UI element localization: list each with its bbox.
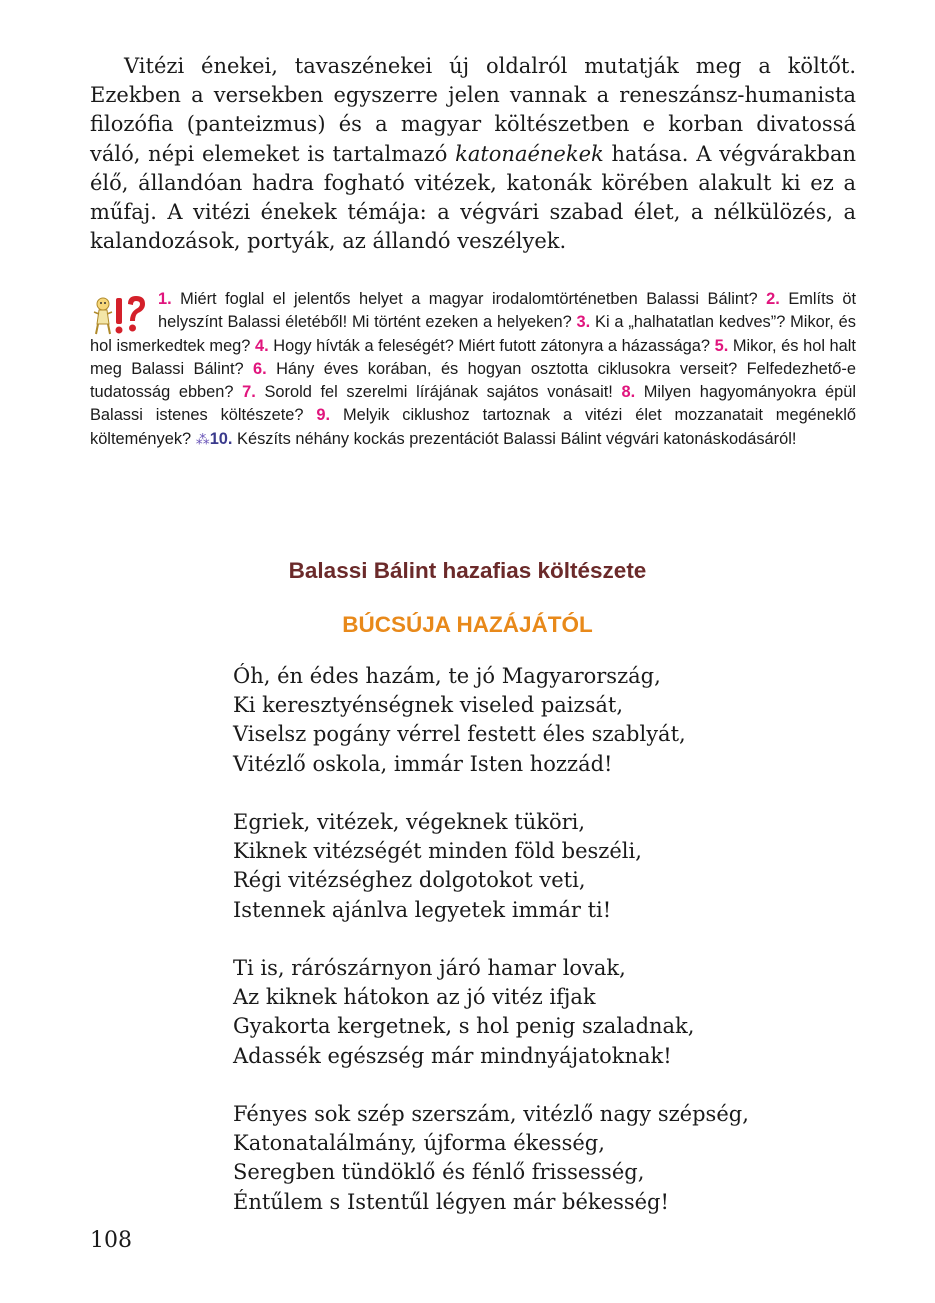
page-number: 108 bbox=[90, 1228, 132, 1253]
question-item-7: 7. Sorold fel szerelmi lírájának sajátos vonásait! bbox=[242, 383, 622, 402]
poem-line: Katonatalálmány, újforma ékesség, bbox=[233, 1131, 605, 1156]
poem-line: Fényes sok szép szerszám, vitézlő nagy szépség, bbox=[233, 1102, 749, 1126]
poem-body bbox=[233, 662, 749, 1246]
question-item-4: 4. Hogy hívták a feleségét? Miért futott zátonyra a házassága? bbox=[255, 336, 715, 355]
question-item-1: 1. Miért foglal el jelentős helyet a magyar irodalomtörténetben Balassi Bálint? bbox=[158, 290, 767, 308]
intro-emphasis: katonaénekek bbox=[455, 141, 604, 166]
question-item-9: 9. Melyik ciklushoz tartoznak a vitézi élet mozzanatait megéneklő költemények? bbox=[90, 406, 856, 448]
question-item-5: 5. Mikor, és hol halt meg Balassi Bálint? bbox=[90, 336, 856, 378]
poem-title: BÚCSÚJA HAZÁJÁTÓL bbox=[342, 612, 593, 637]
poem-stanza-1 bbox=[233, 662, 749, 779]
poem-line: Adassék egészség már mindnyájatoknak! bbox=[233, 1043, 672, 1068]
question-item-10: ⁂10. Készíts néhány kockás prezentációt Balassi Bálint végvári katonáskodásáról! bbox=[195, 429, 797, 448]
question-item-3: 3. Ki a „halhatatlan kedves”? Mikor, és hol ismerkedtek meg? bbox=[90, 313, 856, 355]
poem-stanza-2 bbox=[233, 808, 749, 925]
poem-line: Gyakorta kergetnek, s hol penig szaladnak, bbox=[233, 1014, 695, 1039]
section-title: Balassi Bálint hazafias költészete bbox=[288, 558, 647, 583]
poem-line: Az kiknek hátokon az jó vitéz ifjak bbox=[233, 985, 596, 1010]
poem-line: Seregben tündöklő és fénlő frissesség, bbox=[233, 1160, 645, 1185]
poem-line: Ki keresztyénségnek viseled paizsát, bbox=[233, 693, 623, 718]
intro-text-2: hatása. A végvárakban élő, állandóan hadra fogható vitézek, katonák körében alakult ki ez a műfaj. A vitézi énekek témája: a végvári szabad élet, a nélkülözés, a kalandozások, portyák, az állandó veszélyek. bbox=[90, 141, 857, 254]
poem-line: Ti is, rárószárnyon járó hamar lovak, bbox=[233, 956, 626, 980]
question-item-2: 2. Említs öt helyszínt Balassi életéből! Mi történt ezeken a helyeken? bbox=[158, 290, 857, 332]
poem-stanza-4 bbox=[233, 1100, 749, 1217]
question-item-6: 6. Hány éves korában, és hogyan osztotta ciklusokra verseit? Felfedezhető-e tudatosság ebben? bbox=[90, 359, 856, 402]
poem-line: Istennek ajánlva legyetek immár ti! bbox=[233, 897, 612, 922]
poem-line: Viselsz pogány vérrel festett éles szablyát, bbox=[233, 722, 686, 747]
intro-text-1: Vitézi énekei, tavaszénekei új oldalról mutatják meg a költőt. Ezekben a versekben egyszerre jelen vannak a reneszánsz-humanista filozófia (panteizmus) és a magyar költészetben e korban divatossá váló, népi elemeket is tartalmazó bbox=[90, 54, 856, 166]
project-star-icon: ⁂ bbox=[195, 430, 210, 447]
poem-line: Vitézlő oskola, immár Isten hozzád! bbox=[233, 751, 613, 776]
question-item-8: 8. Milyen hagyományokra épül Balassi istenes költészete? bbox=[90, 383, 856, 425]
poem-line: Éntűlem s Istentűl légyen már békesség! bbox=[233, 1189, 669, 1214]
poem-line: Óh, én édes hazám, te jó Magyarország, bbox=[233, 664, 661, 688]
intro-paragraph bbox=[90, 52, 856, 256]
poem-line: Egriek, vitézek, végeknek tüköri, bbox=[233, 810, 586, 834]
poem-line: Kiknek vitézségét minden föld beszéli, bbox=[233, 839, 642, 864]
poem-stanza-3 bbox=[233, 954, 749, 1071]
poem-line: Régi vitézséghez dolgotokot veti, bbox=[233, 868, 586, 893]
questions-block bbox=[90, 288, 856, 451]
